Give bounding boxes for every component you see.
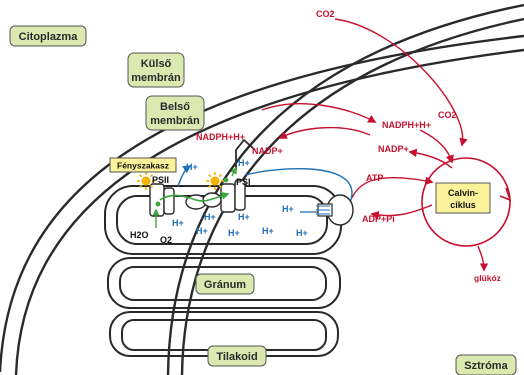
- nadp-left-label: NADP+: [252, 146, 283, 156]
- nadph-arrow-left: [262, 104, 375, 122]
- kulso-label-line2: membrán: [131, 72, 181, 84]
- atp-arrow: [352, 178, 432, 198]
- h-plus-label-8: H+: [262, 226, 274, 236]
- h-plus-label-3: H+: [172, 218, 184, 228]
- sun-icon-psi: [206, 172, 224, 190]
- nadph-arrow-right: [420, 130, 452, 162]
- citoplazma-label: Citoplazma: [18, 31, 78, 43]
- nadph-left-label: NADPH+H+: [196, 132, 246, 142]
- electron-dot-1: [156, 202, 161, 207]
- fenyszakasz-label: Fényszakasz: [117, 160, 169, 171]
- nadp-right-label: NADP+: [378, 144, 409, 154]
- nadp-arrow-left: [280, 128, 370, 138]
- h-plus-label-4: H+: [204, 212, 216, 222]
- h-plus-label-1: H+: [186, 162, 198, 172]
- h-plus-label-9: H+: [282, 204, 294, 214]
- psi-label: PSI: [236, 177, 251, 187]
- psii-label: PSII: [152, 175, 170, 185]
- h-plus-label-7: H+: [228, 228, 240, 238]
- granum-label: Gránum: [203, 279, 247, 291]
- h-plus-label-5: H+: [196, 226, 208, 236]
- atp-synthase: [316, 195, 353, 225]
- adp-label: ADP+Pi: [362, 214, 395, 224]
- belso-label-line1: Belső: [160, 101, 190, 113]
- glucose-arrow: [478, 246, 484, 270]
- psii-complex: [150, 184, 174, 216]
- belso-label-line2: membrán: [150, 115, 200, 127]
- o2-label: O2: [160, 235, 173, 245]
- atp-label: ATP: [366, 173, 384, 183]
- electron-dot-2: [224, 178, 229, 183]
- nadph-right-label: NADPH+H+: [382, 120, 432, 130]
- glukoz-label: glükóz: [474, 273, 501, 283]
- co2-mid-label: CO2: [438, 110, 457, 120]
- co2-top-label: CO2: [316, 9, 335, 19]
- h-plus-label-2: H+: [238, 158, 250, 168]
- nadp-arrow-right: [410, 152, 452, 168]
- kulso-label-line1: Külső: [140, 58, 172, 70]
- tilakoid-label: Tilakoid: [216, 351, 258, 363]
- calvin-label-line2: ciklus: [450, 200, 476, 210]
- calvin-label-line1: Calvin-: [447, 188, 479, 198]
- h-plus-label-6: H+: [238, 212, 250, 222]
- h2o-label: H2O: [130, 230, 149, 240]
- sztroma-label: Sztróma: [464, 360, 508, 372]
- h-plus-label-10: H+: [296, 228, 308, 238]
